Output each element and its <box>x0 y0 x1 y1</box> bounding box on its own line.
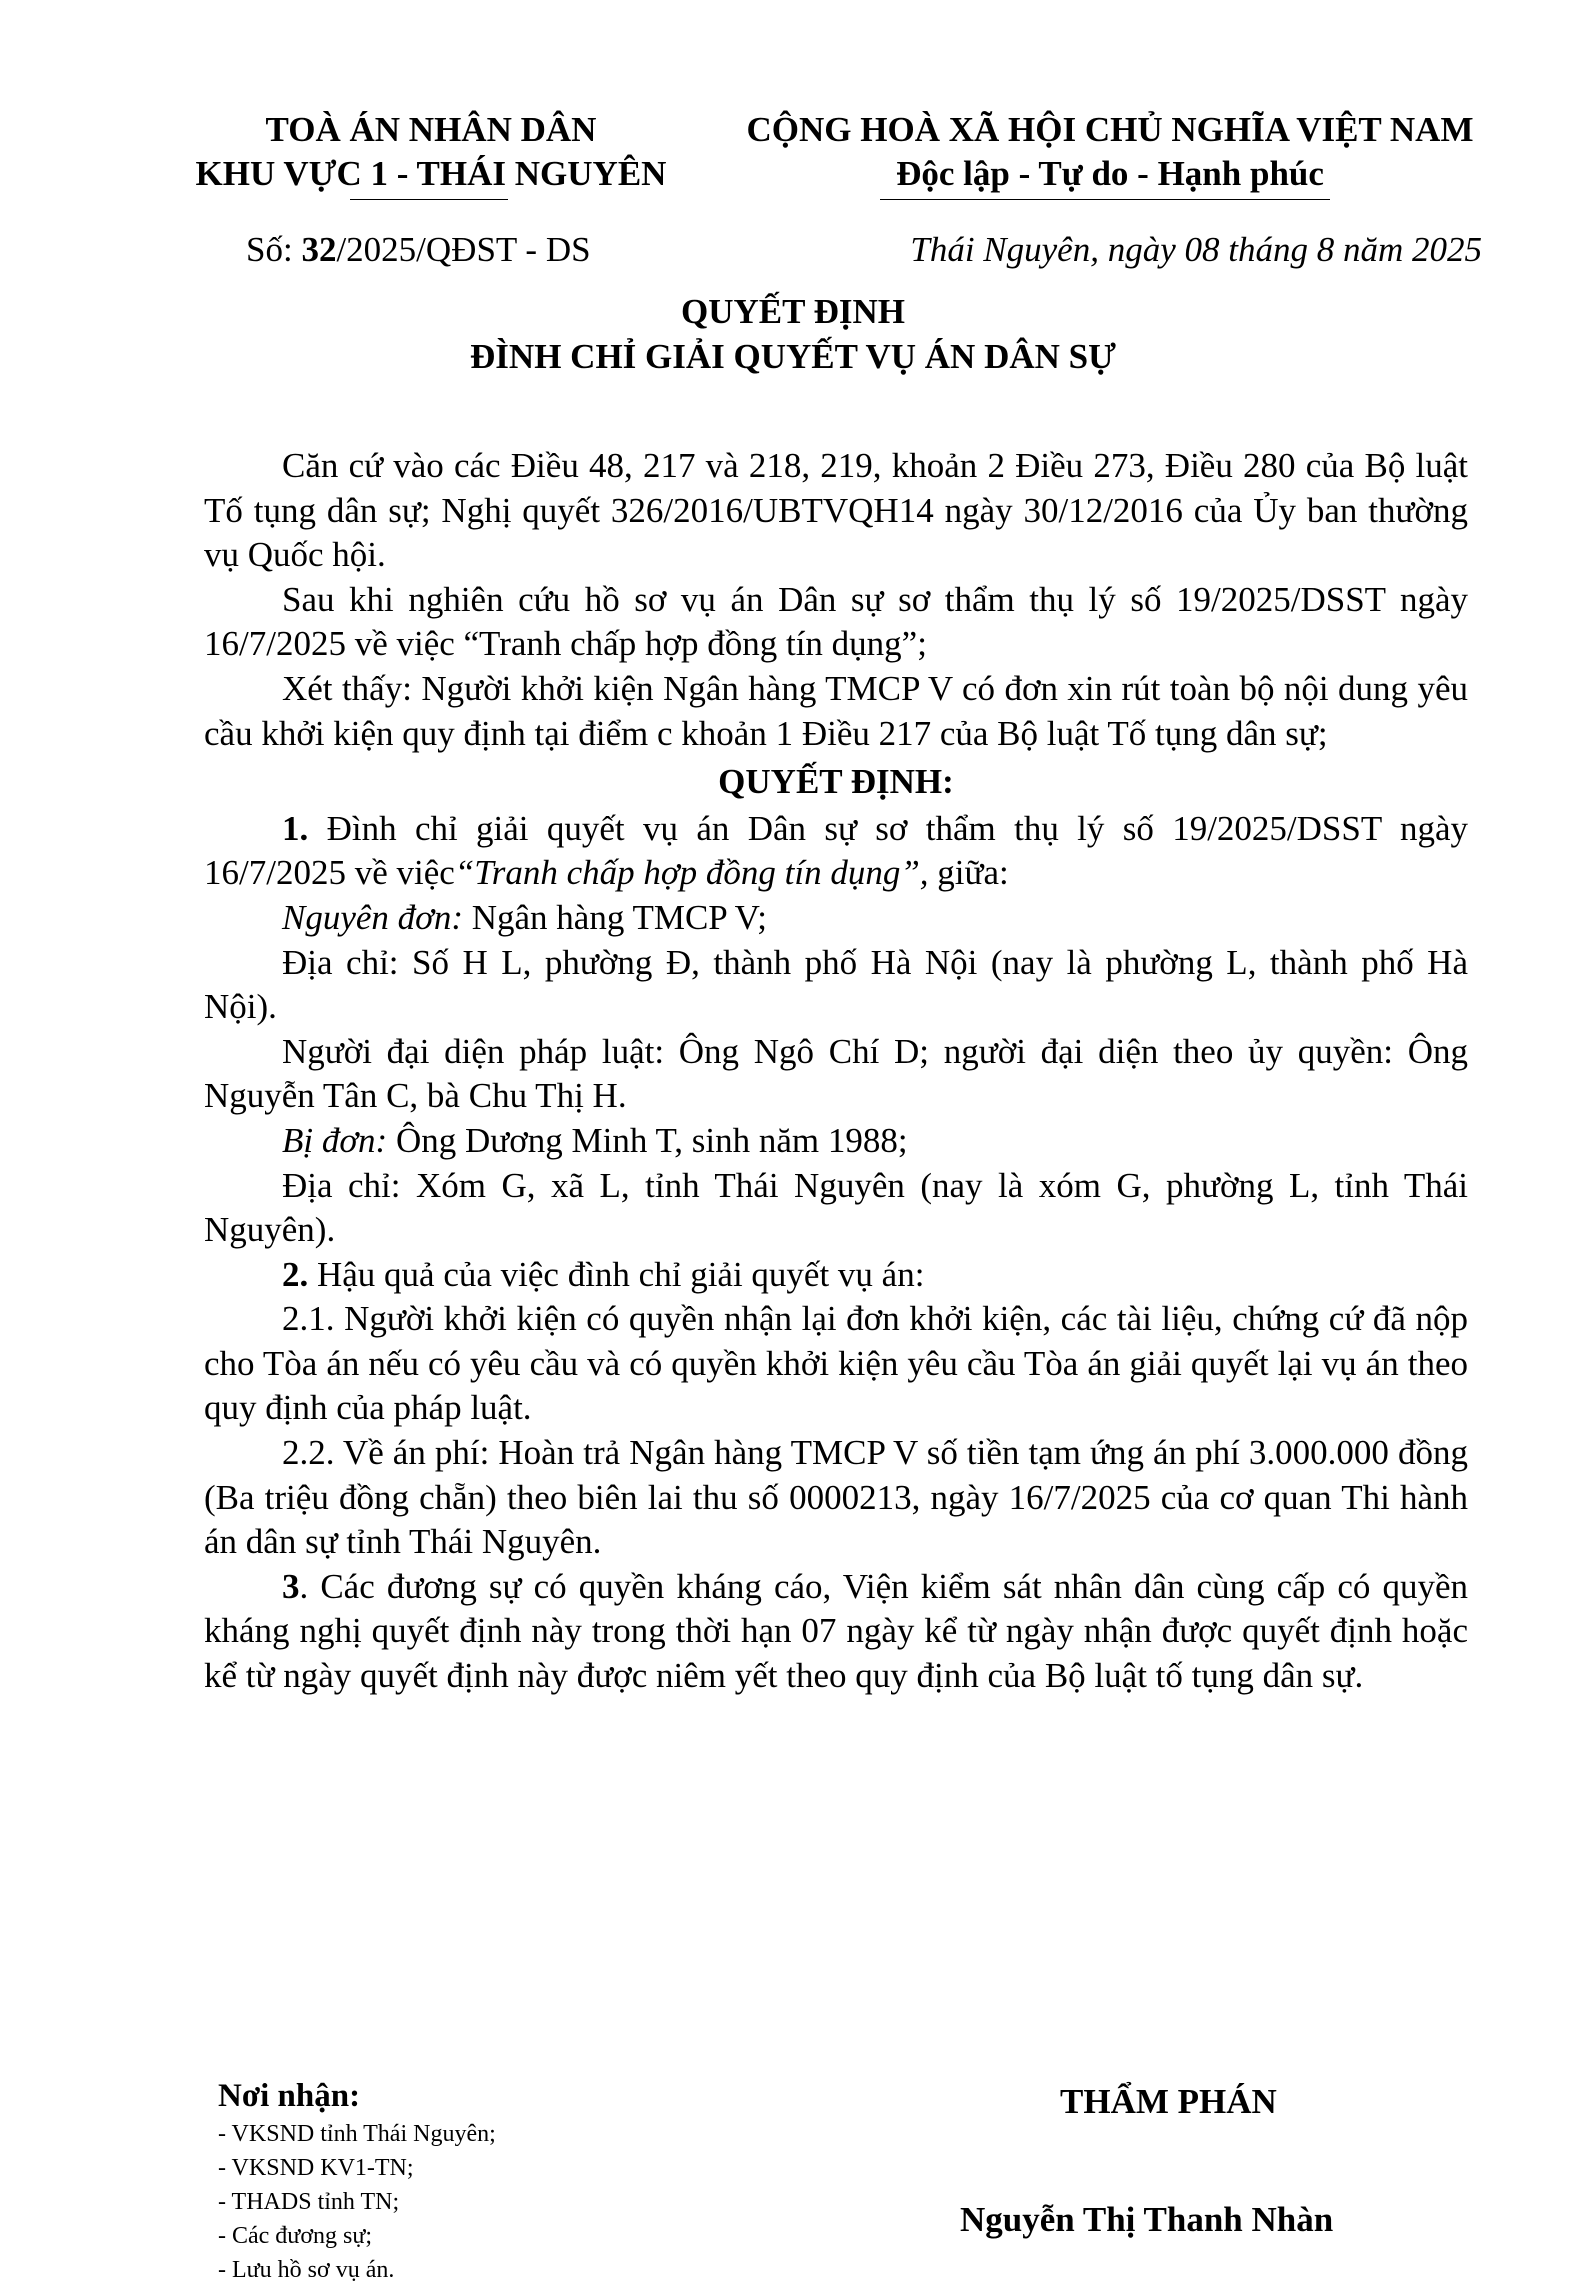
decision-item-2: 2. Hậu quả của việc đình chỉ giải quyết vụ án: <box>282 1254 925 1294</box>
preamble-paragraph: Căn cứ vào các Điều 48, 217 và 218, 219, khoản 2 Điều 273, Điều 280 của Bộ luật Tố tụng dân sự; Nghị quyết 326/2016/UBTVQH14 ngày 30/12/2016 của Ủy ban thường vụ Quốc hội. <box>204 446 1468 575</box>
national-header <box>740 108 1480 196</box>
document-title: QUYẾT ĐỊNH <box>681 292 905 331</box>
decision-heading: QUYẾT ĐỊNH: <box>718 762 954 802</box>
court-name: TOÀ ÁN NHÂN DÂN <box>265 110 597 149</box>
court-header-underline <box>350 199 508 200</box>
preamble-paragraph: Xét thấy: Người khởi kiện Ngân hàng TMCP V có đơn xin rút toàn bộ nội dung yêu cầu khởi kiện quy định tại điểm c khoản 1 Điều 217 của Bộ luật Tố tụng dân sự; <box>204 668 1468 753</box>
court-header <box>186 108 676 196</box>
defendant-line: Bị đơn: Ông Dương Minh T, sinh năm 1988; <box>282 1120 908 1160</box>
document-body <box>204 444 1468 1699</box>
recipient-item: - Các đương sự; <box>218 2223 373 2249</box>
recipient-item: - VKSND KV1-TN; <box>218 2155 414 2181</box>
court-region: KHU VỰC 1 - THÁI NGUYÊN <box>195 154 667 193</box>
recipient-item: - THADS tỉnh TN; <box>218 2189 400 2215</box>
recipients-block <box>218 2078 496 2287</box>
decision-item-2-1: 2.1. Người khởi kiện có quyền nhận lại đơn khởi kiện, các tài liệu, chứng cứ đã nộp cho Tòa án nếu có yêu cầu và có quyền khởi kiện yêu cầu Tòa án giải quyết lại vụ án theo quy định của pháp luật. <box>204 1299 1468 1428</box>
defendant-address: Địa chỉ: Xóm G, xã L, tỉnh Thái Nguyên (nay là xóm G, phường L, tỉnh Thái Nguyên). <box>204 1165 1468 1250</box>
judge-name: Nguyễn Thị Thanh Nhàn <box>960 2200 1334 2239</box>
national-title: CỘNG HOÀ XÃ HỘI CHỦ NGHĨA VIỆT NAM <box>746 110 1474 149</box>
national-header-underline <box>880 199 1330 200</box>
national-motto: Độc lập - Tự do - Hạnh phúc <box>896 154 1324 193</box>
recipient-item: - Lưu hồ sơ vụ án. <box>218 2257 395 2283</box>
judge-title: THẨM PHÁN <box>1060 2082 1277 2121</box>
recipient-item: - VKSND tỉnh Thái Nguyên; <box>218 2121 496 2147</box>
decision-item-3: 3. Các đương sự có quyền kháng cáo, Viện kiểm sát nhân dân cùng cấp có quyền kháng nghị quyết định này trong thời hạn 07 ngày kể từ ngày nhận được quyết định hoặc kể từ ngày quyết định này được niêm yết theo quy định của Bộ luật tố tụng dân sự. <box>204 1566 1468 1696</box>
recipients-title: Nơi nhận: <box>218 2078 361 2114</box>
plaintiff-address: Địa chỉ: Số H L, phường Đ, thành phố Hà Nội (nay là phường L, thành phố Hà Nội). <box>204 942 1468 1027</box>
decision-number: Số: 32/2025/QĐST - DS <box>246 230 591 269</box>
document-subtitle: ĐÌNH CHỈ GIẢI QUYẾT VỤ ÁN DÂN SỰ <box>470 337 1116 376</box>
decision-item-2-2: 2.2. Về án phí: Hoàn trả Ngân hàng TMCP V số tiền tạm ứng án phí 3.000.000 đồng (Ba triệu đồng chẵn) theo biên lai thu số 0000213, ngày 16/7/2025 của cơ quan Thi hành án dân sự tỉnh Thái Nguyên. <box>204 1433 1468 1562</box>
plaintiff-line: Nguyên đơn: Ngân hàng TMCP V; <box>282 897 767 937</box>
preamble-paragraph: Sau khi nghiên cứu hồ sơ vụ án Dân sự sơ thẩm thụ lý số 19/2025/DSST ngày 16/7/2025 về việc “Tranh chấp hợp đồng tín dụng”; <box>204 579 1468 664</box>
decision-item-1: 1. Đình chỉ giải quyết vụ án Dân sự sơ thẩm thụ lý số 19/2025/DSST ngày 16/7/2025 về việc“Tranh chấp hợp đồng tín dụng”, giữa: <box>204 808 1468 893</box>
place-date: Thái Nguyên, ngày 08 tháng 8 năm 2025 <box>910 230 1482 269</box>
representative-line: Người đại diện pháp luật: Ông Ngô Chí D; người đại diện theo ủy quyền: Ông Nguyễn Tân C, bà Chu Thị H. <box>204 1031 1468 1116</box>
